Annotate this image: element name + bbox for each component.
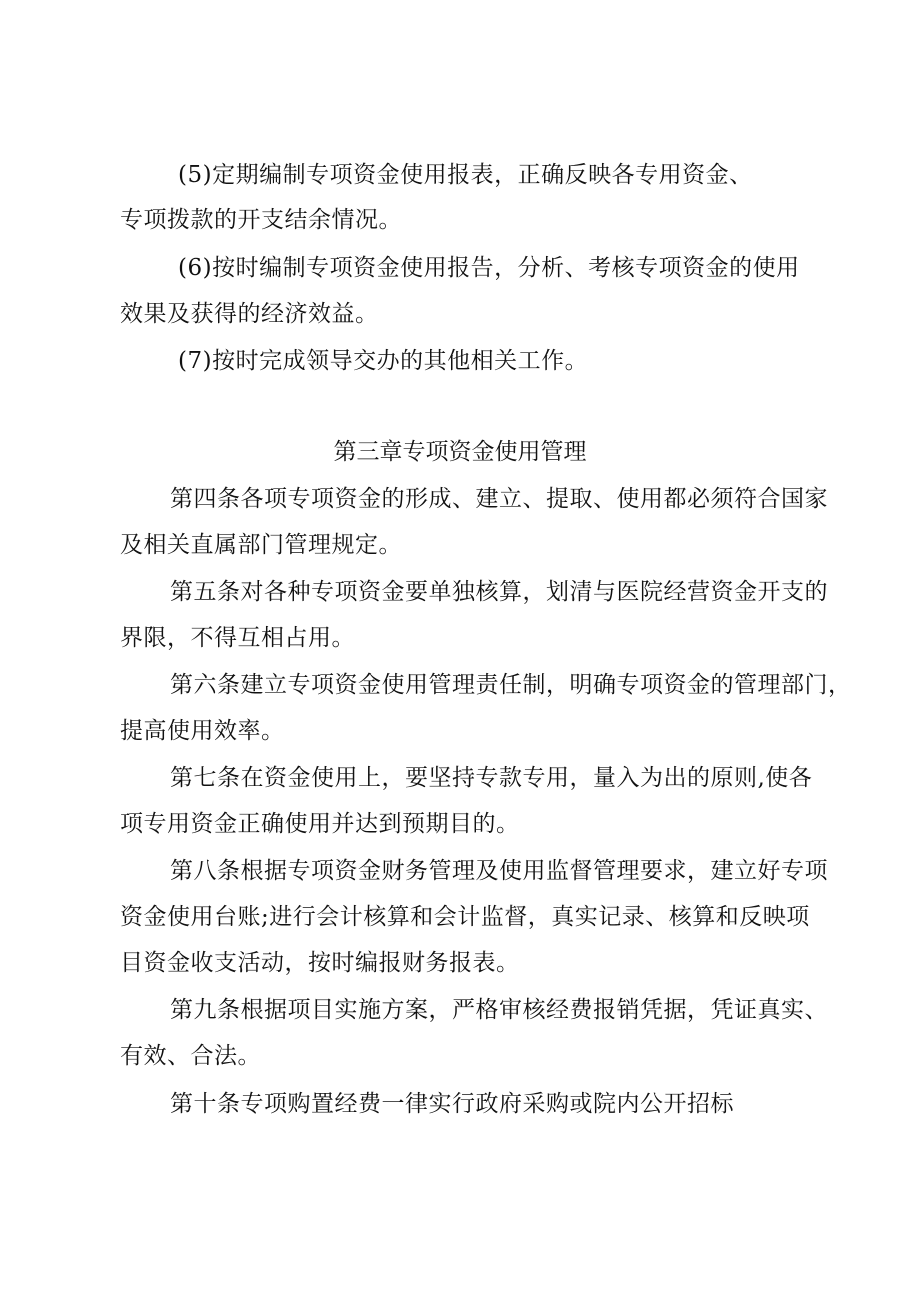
article-7-line-2: 项专用资金正确使用并达到预期目的。	[120, 811, 520, 837]
item-7-line-1: (7)按时完成领导交办的其他相关工作。	[178, 348, 589, 374]
article-8-line-3: 目资金收支活动，按时编报财务报表。	[120, 950, 520, 976]
article-5-line-2: 界限，不得互相占用。	[120, 625, 355, 651]
article-4-line-1: 第四条各项专项资金的形成、建立、提取、使用都必须符合国家	[170, 486, 828, 512]
article-6-line-2: 提高使用效率。	[120, 718, 285, 744]
article-5-line-1: 第五条对各种专项资金要单独核算，划清与医院经营资金开支的	[170, 579, 828, 605]
article-8-line-2: 资金使用台账;进行会计核算和会计监督，真实记录、核算和反映项	[120, 904, 810, 930]
chapter-title: 第三章专项资金使用管理	[333, 439, 587, 465]
article-7-line-1: 第七条在资金使用上，要坚持专款专用，量入为出的原则,使各	[170, 765, 813, 791]
article-9-line-2: 有效、合法。	[120, 1043, 261, 1069]
item-5-line-2: 专项拨款的开支结余情况。	[120, 207, 402, 233]
article-6-line-1: 第六条建立专项资金使用管理责任制，明确专项资金的管理部门，	[170, 672, 852, 698]
item-6-line-1: (6)按时编制专项资金使用报告，分析、考核专项资金的使用	[178, 255, 800, 281]
article-8-line-1: 第八条根据专项资金财务管理及使用监督管理要求，建立好专项	[170, 858, 828, 884]
item-5-line-1: (5)定期编制专项资金使用报表，正确反映各专用资金、	[178, 162, 753, 188]
article-4-line-2: 及相关直属部门管理规定。	[120, 532, 402, 558]
article-9-line-1: 第九条根据项目实施方案，严格审核经费报销凭据，凭证真实、	[170, 997, 828, 1023]
item-6-line-2: 效果及获得的经济效益。	[120, 301, 379, 327]
article-10-line-1: 第十条专项购置经费一律实行政府采购或院内公开招标	[170, 1091, 734, 1117]
